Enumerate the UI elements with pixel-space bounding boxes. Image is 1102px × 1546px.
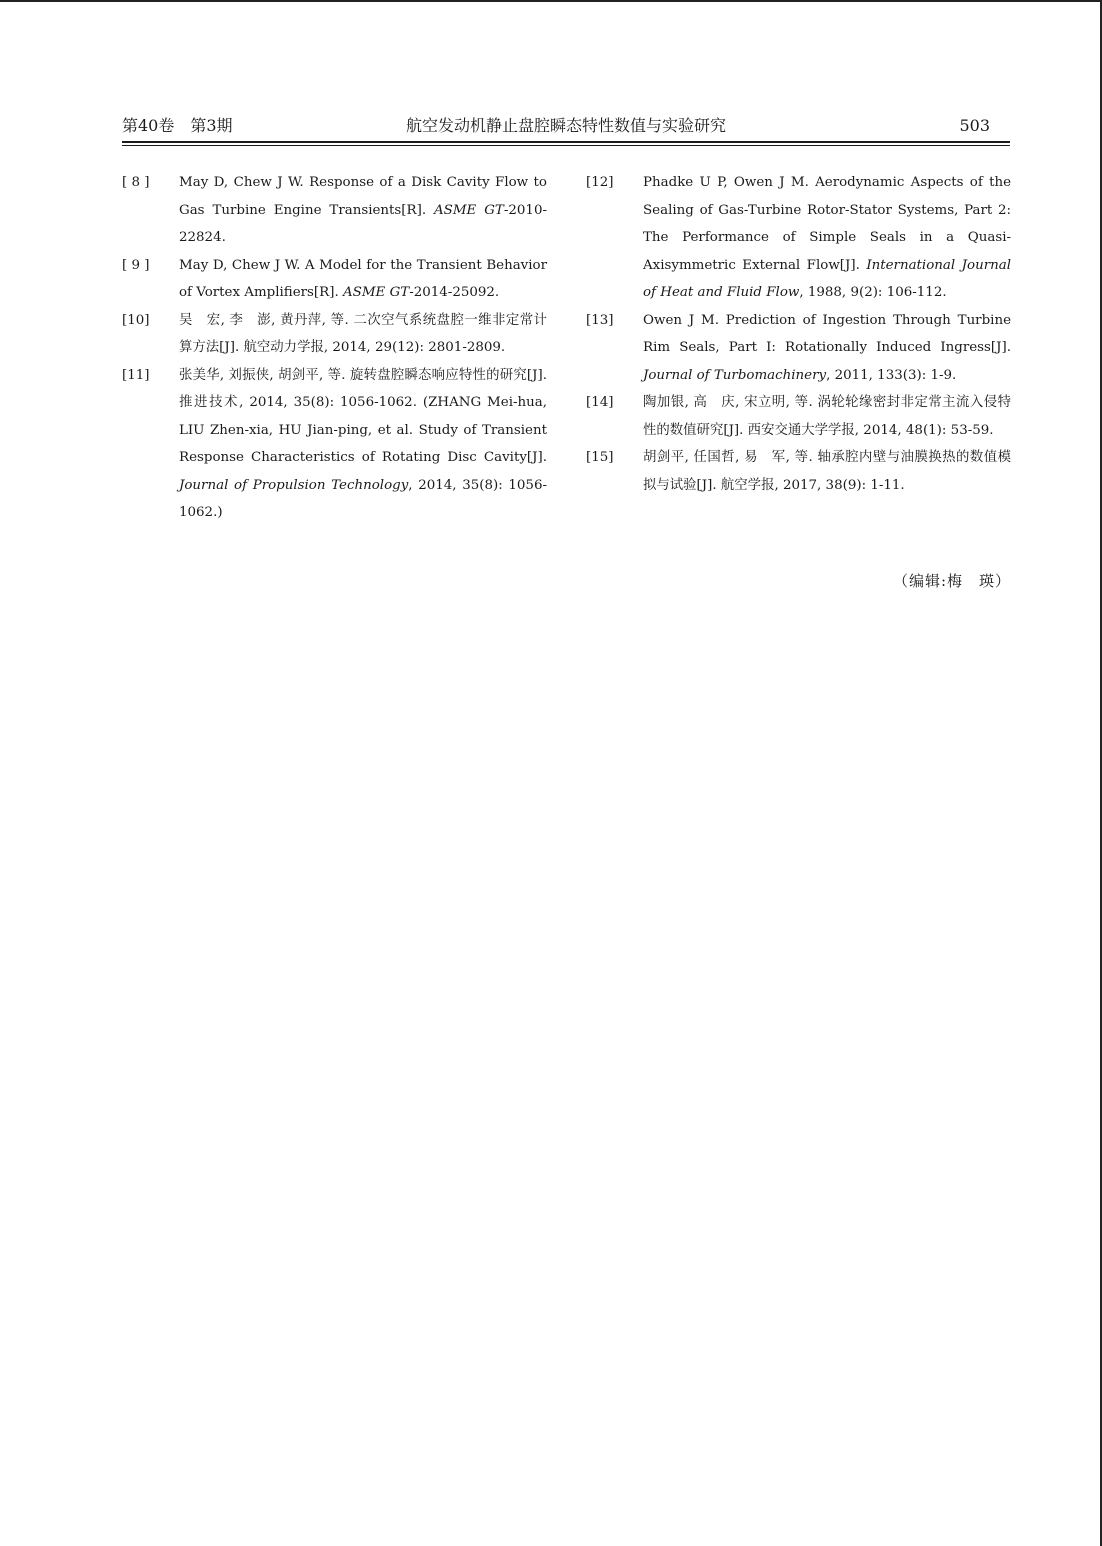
references-column-left [122, 169, 547, 527]
reference-text: May D, Chew J W. A Model for the Transient Behavior of Vortex Amplifiers[R]. ASME GT-2014-25092. [179, 257, 547, 300]
reference-item [586, 444, 1011, 499]
page-top-border [0, 0, 1102, 2]
reference-item [122, 362, 547, 527]
reference-number: [13] [586, 312, 614, 328]
reference-item [586, 307, 1011, 390]
reference-text: 胡剑平, 任国哲, 易 军, 等. 轴承腔内壁与油膜换热的数值模拟与试验[J]. 航空学报, 2017, 38(9): 1-11. [643, 450, 1011, 493]
header-rule-thick [122, 141, 1010, 143]
reference-text: Phadke U P, Owen J M. Aerodynamic Aspects of the Sealing of Gas-Turbine Rotor-Stator Systems, Part 2: The Performance of Simple Seals in a Quasi-Axisymmetric External Flow[J]. International Journal of Heat and Fluid Flow, 1988, 9(2): 106-112. [643, 175, 1011, 300]
reference-number: [10] [122, 312, 150, 328]
reference-item [122, 307, 547, 362]
reference-number: [11] [122, 367, 150, 383]
volume-label: 第40卷 [122, 116, 175, 135]
issue-label: 第3期 [190, 116, 233, 135]
editor-note: （编辑:梅 瑛） [892, 572, 1011, 590]
reference-text: 陶加银, 高 庆, 宋立明, 等. 涡轮轮缘密封非定常主流入侵特性的数值研究[J]. 西安交通大学学报, 2014, 48(1): 53-59. [643, 395, 1011, 438]
reference-item [122, 169, 547, 252]
reference-text: Owen J M. Prediction of Ingestion Through Turbine Rim Seals, Part I: Rotationally Induced Ingress[J]. Journal of Turbomachinery, 2011, 133(3): 1-9. [643, 312, 1011, 383]
reference-number: [ 9 ] [122, 257, 150, 273]
running-header [122, 112, 1010, 140]
reference-item [586, 389, 1011, 444]
references-column-right [586, 169, 1011, 499]
header-rule-thin [122, 145, 1010, 146]
reference-number: [14] [586, 395, 614, 410]
reference-number: [12] [586, 175, 614, 190]
running-title: 航空发动机静止盘腔瞬态特性数值与实验研究 [405, 116, 726, 135]
reference-text: 吴 宏, 李 澎, 黄丹萍, 等. 二次空气系统盘腔一维非定常计算方法[J]. 航空动力学报, 2014, 29(12): 2801-2809. [179, 312, 547, 355]
reference-item [586, 169, 1011, 307]
reference-number: [ 8 ] [122, 175, 150, 190]
reference-number: [15] [586, 450, 614, 465]
reference-text: 张美华, 刘振侠, 胡剑平, 等. 旋转盘腔瞬态响应特性的研究[J]. 推进技术, 2014, 35(8): 1056-1062. (ZHANG Mei-hua, LIU Zhen-xia, HU Jian-ping, et al. Study of Transient Response Characteristics of Rotating Disc Cavity[J]. Journal of Propulsion Technology, 2014, 35(8): 1056-1062.) [179, 367, 547, 520]
reference-text: May D, Chew J W. Response of a Disk Cavity Flow to Gas Turbine Engine Transients[R]. ASME GT-2010-22824. [179, 175, 547, 245]
reference-item [122, 252, 547, 307]
page-number: 503 [959, 116, 990, 135]
